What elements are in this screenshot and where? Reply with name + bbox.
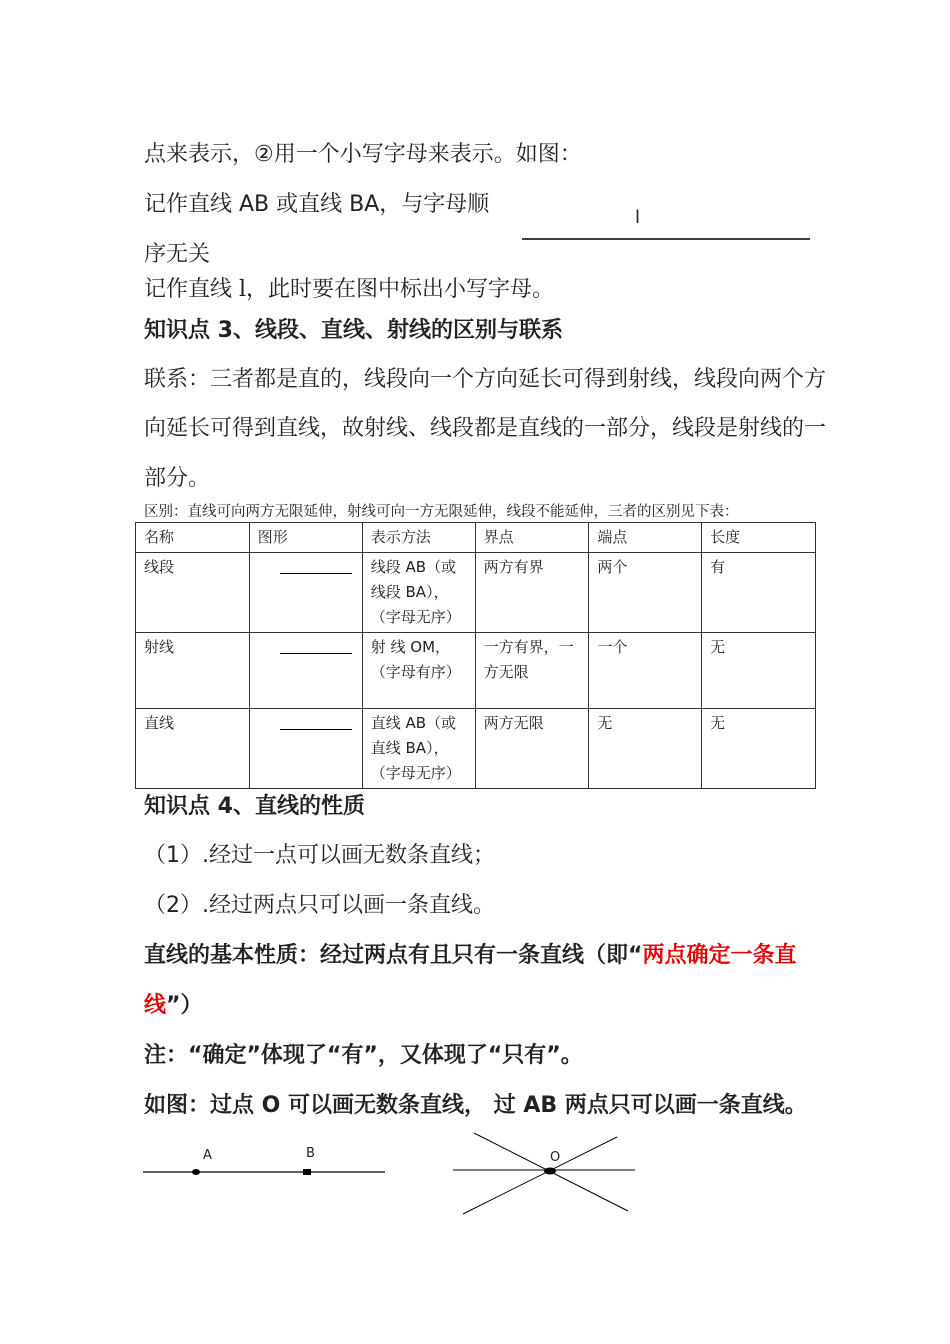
table-row xyxy=(136,553,816,633)
row-name: 线段 xyxy=(136,553,250,633)
kp3-relation-1: 联系：三者都是直的，线段向一个方向延长可得到射线，线段向两个方 xyxy=(144,367,827,392)
kp4-note: 注：“确定”体现了“有”，又体现了“只有”。 xyxy=(144,1043,583,1068)
point-o xyxy=(544,1168,556,1175)
row-method xyxy=(362,709,475,789)
method-line: 线段 BA）， xyxy=(370,583,449,601)
line-l-svg xyxy=(520,205,820,245)
kp4-basic-property xyxy=(144,938,796,969)
kp4-title: 知识点 4、直线的性质 xyxy=(144,794,365,819)
method-line: 直线 AB（或 xyxy=(370,714,457,732)
line-figure xyxy=(280,729,352,730)
label-b: B xyxy=(306,1146,315,1161)
kp4-item-2: （2）.经过两点只可以画一条直线。 xyxy=(144,893,495,918)
header-bound: 界点 xyxy=(475,523,589,553)
method-line: （字母无序） xyxy=(370,608,461,626)
bound-line: 方无限 xyxy=(483,663,529,681)
basic-property-suffix: ”） xyxy=(166,993,203,1018)
intro-line-1: 点来表示，②用一个小写字母来表示。如图： xyxy=(144,142,582,167)
kp4-basic-property-cont xyxy=(144,988,202,1019)
kp3-difference: 区别：直线可向两方无限延伸，射线可向一方无限延伸，线段不能延伸，三者的区别见下表： xyxy=(144,504,739,520)
kp4-example: 如图：过点 O 可以画无数条直线， 过 AB 两点只可以画一条直线。 xyxy=(144,1093,807,1118)
method-line: （字母有序） xyxy=(370,663,461,681)
ab-line-figure xyxy=(142,1150,392,1190)
method-line: 线段 AB（或 xyxy=(370,558,457,576)
bound-line: 一方有界，一 xyxy=(483,638,574,656)
row-figure xyxy=(249,633,362,709)
kp4-item-1: （1）.经过一点可以画无数条直线； xyxy=(144,843,495,868)
header-figure: 图形 xyxy=(249,523,362,553)
basic-property-highlight-end: 线 xyxy=(144,993,167,1018)
comparison-table xyxy=(135,522,816,789)
row-bound xyxy=(475,633,589,709)
kp3-title: 知识点 3、线段、直线、射线的区别与联系 xyxy=(144,318,563,343)
kp3-relation-3: 部分。 xyxy=(144,466,211,491)
label-a: A xyxy=(203,1148,212,1163)
row-endpoints: 一个 xyxy=(589,633,702,709)
row-bound xyxy=(475,553,589,633)
row-name: 直线 xyxy=(136,709,250,789)
basic-property-highlight: 两点确定一条直 xyxy=(642,943,797,968)
table-row xyxy=(136,633,816,709)
row-figure xyxy=(249,709,362,789)
o-line-diagonal-up xyxy=(463,1137,617,1214)
header-name: 名称 xyxy=(136,523,250,553)
point-a xyxy=(192,1169,200,1175)
basic-property-prefix: 直线的基本性质：经过两点有且只有一条直线（即“ xyxy=(144,943,643,968)
o-lines-figure xyxy=(450,1130,650,1220)
line-l-label: l xyxy=(635,207,641,228)
bound-line: 两方有界 xyxy=(483,558,544,576)
row-method xyxy=(362,633,475,709)
ray-figure xyxy=(280,653,352,654)
table-row xyxy=(136,709,816,789)
row-figure xyxy=(249,553,362,633)
row-endpoints: 两个 xyxy=(589,553,702,633)
point-b xyxy=(303,1169,311,1175)
label-o: O xyxy=(550,1150,561,1165)
bound-line: 两方无限 xyxy=(483,714,544,732)
segment-figure xyxy=(280,573,352,574)
intro-line-3: 序无关 xyxy=(144,242,211,267)
method-line: 射 线 OM， xyxy=(370,638,451,656)
table-header-row xyxy=(136,523,816,553)
row-method xyxy=(362,553,475,633)
header-endpoints: 端点 xyxy=(589,523,702,553)
row-length: 有 xyxy=(702,553,816,633)
kp3-relation-2: 向延长可得到直线，故射线、线段都是直线的一部分，线段是射线的一 xyxy=(144,416,827,441)
row-name: 射线 xyxy=(136,633,250,709)
row-length: 无 xyxy=(702,633,816,709)
header-method: 表示方法 xyxy=(362,523,475,553)
row-endpoints: 无 xyxy=(589,709,702,789)
method-line: 直线 BA）， xyxy=(370,739,449,757)
intro-line-2: 记作直线 AB 或直线 BA，与字母顺 xyxy=(144,192,490,217)
header-length: 长度 xyxy=(702,523,816,553)
intro-line-4: 记作直线 l，此时要在图中标出小写字母。 xyxy=(144,277,555,302)
method-line: （字母无序） xyxy=(370,764,461,782)
row-bound xyxy=(475,709,589,789)
row-length: 无 xyxy=(702,709,816,789)
